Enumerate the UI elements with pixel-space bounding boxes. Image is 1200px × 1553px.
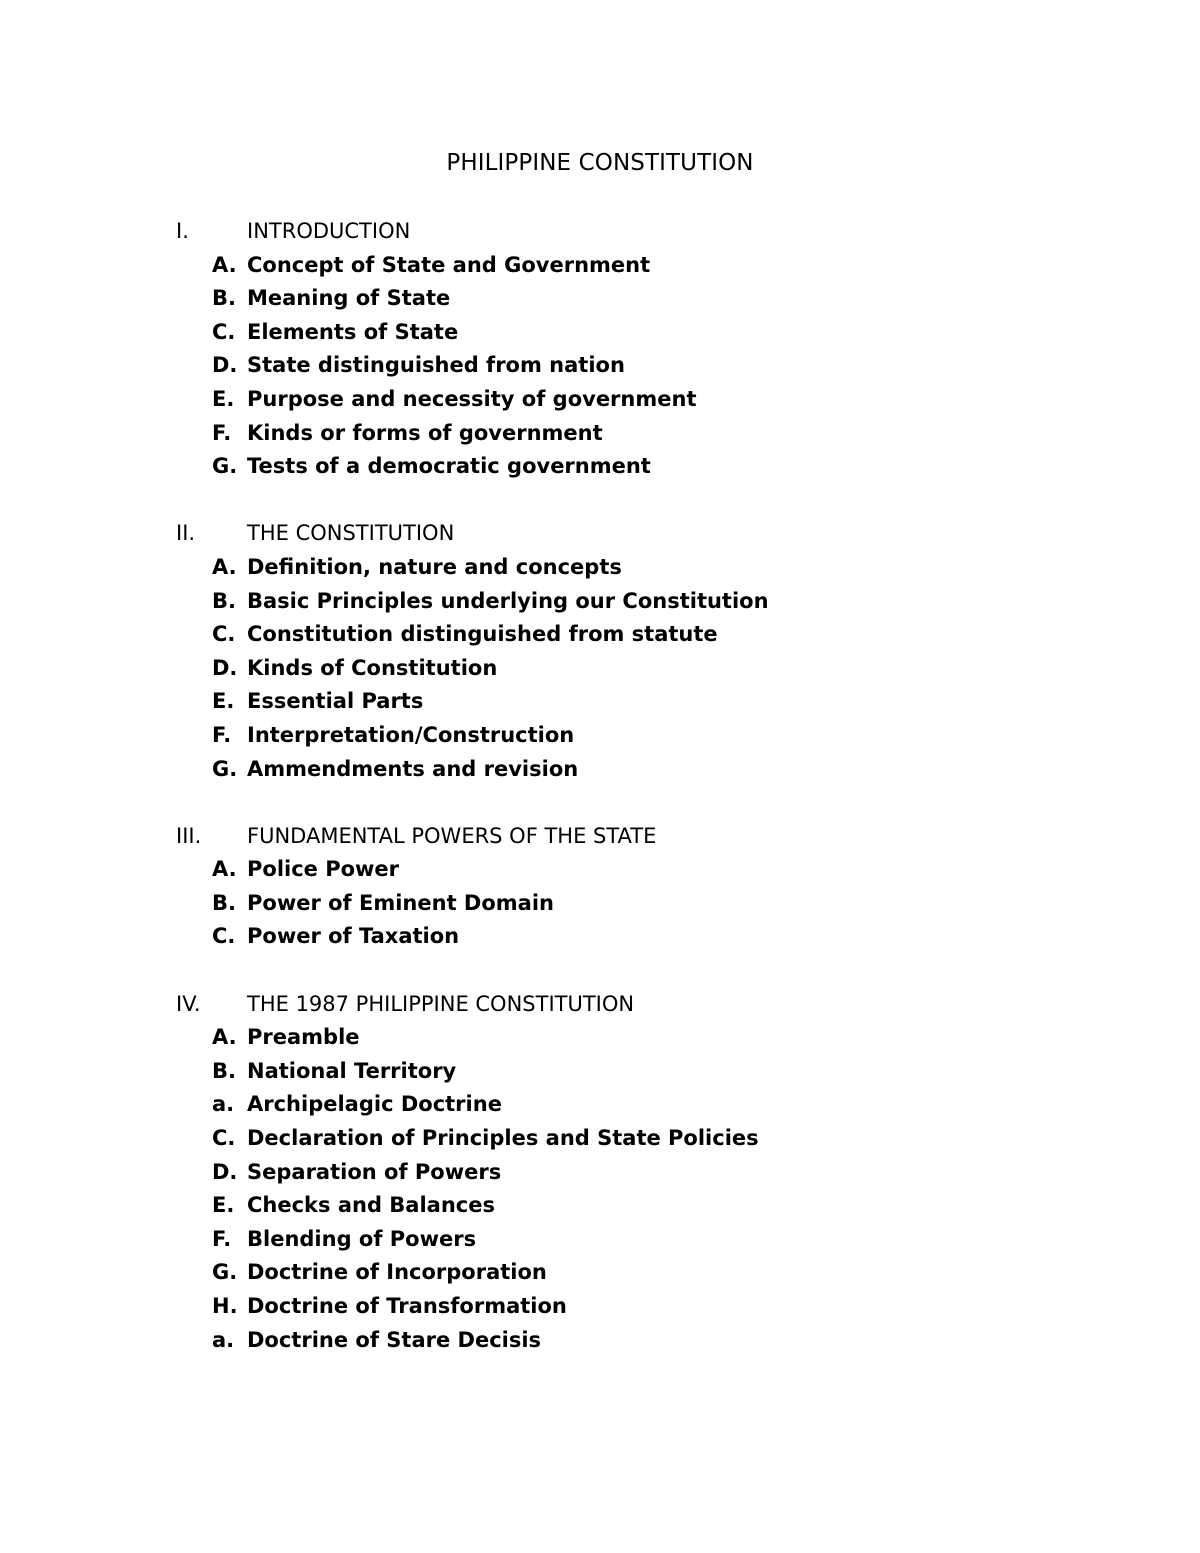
- item-letter: A.: [212, 1025, 237, 1050]
- item-letter: B.: [212, 588, 236, 613]
- item-letter: A.: [212, 857, 237, 882]
- item-letter: D.: [212, 655, 238, 680]
- outline-item: [176, 887, 1076, 921]
- item-letter: A.: [212, 554, 237, 579]
- item-letter: C.: [212, 622, 236, 647]
- outline-item: [176, 417, 1076, 451]
- outline-item: [176, 1021, 1076, 1055]
- item-text: Power of Eminent Domain: [247, 890, 554, 915]
- item-letter: G.: [212, 1260, 238, 1285]
- outline-item: [176, 853, 1076, 887]
- item-text: Ammendments and revision: [247, 756, 579, 781]
- item-text: Kinds of Constitution: [247, 655, 498, 680]
- document-title: PHILIPPINE CONSTITUTION: [446, 150, 754, 176]
- item-text: Blending of Powers: [247, 1226, 477, 1251]
- item-letter: B.: [212, 890, 236, 915]
- outline-item: [176, 551, 1076, 585]
- item-text: Meaning of State: [247, 286, 451, 311]
- outline-item: [176, 685, 1076, 719]
- item-text: Concept of State and Government: [247, 252, 651, 277]
- item-letter: B.: [212, 1058, 236, 1083]
- item-letter: a.: [212, 1327, 235, 1352]
- item-letter: E.: [212, 1193, 235, 1218]
- outline: [176, 215, 1076, 1357]
- item-text: Interpretation/Construction: [247, 722, 575, 747]
- item-text: Essential Parts: [247, 689, 424, 714]
- outline-item: [176, 1256, 1076, 1290]
- item-text: Tests of a democratic government: [247, 454, 651, 479]
- outline-item: [176, 349, 1076, 383]
- section-title: THE 1987 PHILIPPINE CONSTITUTION: [247, 991, 635, 1016]
- item-text: Checks and Balances: [247, 1193, 495, 1218]
- item-text: Basic Principles underlying our Constitution: [247, 588, 769, 613]
- outline-item: [176, 753, 1076, 787]
- item-letter: C.: [212, 1126, 236, 1151]
- outline-item: [176, 383, 1076, 417]
- item-text: Doctrine of Transformation: [247, 1294, 567, 1318]
- section-heading: [176, 517, 1076, 551]
- outline-item: [176, 920, 1076, 954]
- item-text: National Territory: [247, 1058, 457, 1083]
- outline-item: [176, 719, 1076, 753]
- outline-item: [176, 1156, 1076, 1190]
- item-letter: F.: [212, 1226, 232, 1251]
- item-letter: C.: [212, 924, 236, 949]
- outline-item: [176, 1055, 1076, 1089]
- outline-item: [176, 1324, 1076, 1358]
- outline-item: [176, 1088, 1076, 1122]
- item-letter: A.: [212, 252, 237, 277]
- outline-item: [176, 585, 1076, 619]
- outline-item: [176, 1122, 1076, 1156]
- outline-item: [176, 249, 1076, 283]
- item-letter: H.: [212, 1294, 238, 1318]
- section-heading: [176, 820, 1076, 854]
- section-numeral: IV.: [176, 991, 201, 1016]
- item-letter: a.: [212, 1092, 235, 1117]
- item-text: Kinds or forms of government: [247, 420, 603, 445]
- item-text: Doctrine of Stare Decisis: [247, 1327, 542, 1352]
- section-numeral: III.: [176, 823, 202, 848]
- section-fundamental-powers: [176, 820, 1076, 954]
- section-title: INTRODUCTION: [247, 219, 411, 243]
- item-text: Archipelagic Doctrine: [247, 1092, 502, 1117]
- item-text: Definition, nature and concepts: [247, 554, 622, 579]
- section-heading: [176, 988, 1076, 1022]
- item-letter: G.: [212, 756, 238, 781]
- section-introduction: [176, 215, 1076, 484]
- outline-item: [176, 1223, 1076, 1257]
- item-letter: F.: [212, 420, 232, 445]
- item-letter: G.: [212, 454, 238, 479]
- outline-item: [176, 282, 1076, 316]
- item-text: Separation of Powers: [247, 1159, 502, 1184]
- item-letter: B.: [212, 286, 236, 311]
- item-text: Preamble: [247, 1025, 360, 1050]
- item-text: Doctrine of Incorporation: [247, 1260, 547, 1285]
- item-letter: E.: [212, 689, 235, 714]
- outline-item: [176, 1189, 1076, 1223]
- section-heading: [176, 215, 1076, 249]
- item-text: Power of Taxation: [247, 924, 460, 949]
- outline-item: [176, 652, 1076, 686]
- section-numeral: I.: [176, 219, 189, 243]
- outline-item: [176, 618, 1076, 652]
- outline-item: [176, 316, 1076, 350]
- section-1987-constitution: [176, 988, 1076, 1358]
- item-letter: F.: [212, 722, 232, 747]
- item-letter: E.: [212, 386, 235, 411]
- item-text: Purpose and necessity of government: [247, 386, 697, 411]
- item-letter: D.: [212, 1159, 238, 1184]
- section-the-constitution: [176, 517, 1076, 786]
- item-text: Elements of State: [247, 319, 459, 344]
- outline-item: [176, 450, 1076, 484]
- section-title: FUNDAMENTAL POWERS OF THE STATE: [247, 823, 657, 848]
- outline-item: [176, 1290, 1076, 1324]
- item-letter: D.: [212, 353, 238, 378]
- item-text: Constitution distinguished from statute: [247, 622, 718, 647]
- item-text: Declaration of Principles and State Policies: [247, 1126, 759, 1151]
- section-numeral: II.: [176, 521, 196, 546]
- section-title: THE CONSTITUTION: [247, 521, 455, 546]
- item-letter: C.: [212, 319, 236, 344]
- item-text: Police Power: [247, 857, 400, 882]
- item-text: State distinguished from nation: [247, 353, 625, 378]
